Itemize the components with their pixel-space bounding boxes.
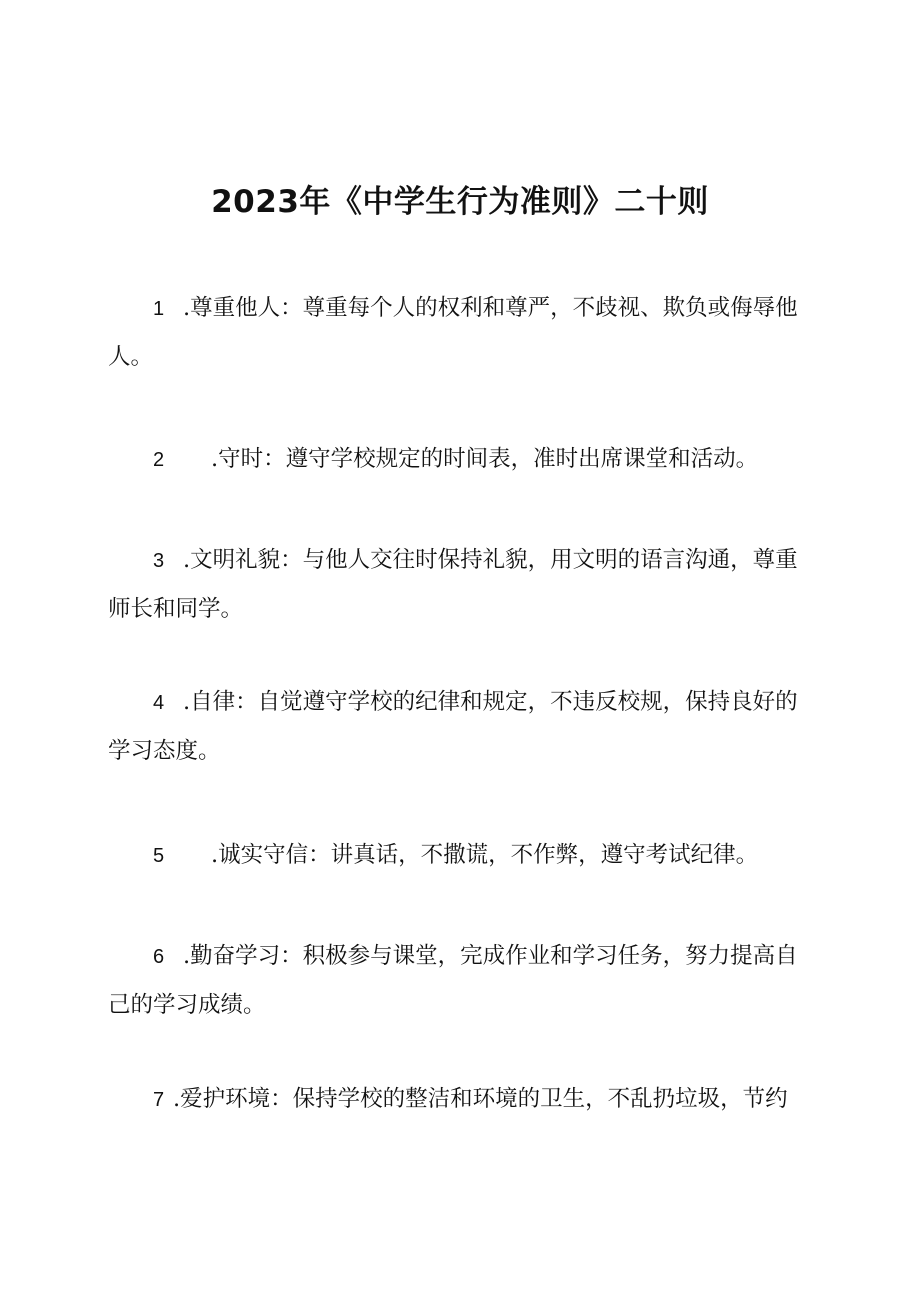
rule-item-5 (108, 831, 813, 880)
rule-item-1 (108, 284, 813, 381)
rule-text-continued: 己的学习成绩。 (108, 992, 266, 1018)
rule-heading: .尊重他人： (183, 295, 303, 321)
rule-heading: .勤奋学习： (183, 943, 303, 969)
rule-number: 3 (153, 550, 165, 572)
rule-number: 2 (153, 449, 165, 471)
rule-number: 5 (153, 845, 165, 867)
rule-text: 尊重每个人的权利和尊严，不歧视、欺负或侮辱他 (302, 295, 798, 321)
rule-text-continued: 人。 (108, 344, 154, 370)
rule-item-6 (108, 932, 813, 1029)
rule-text: 讲真话，不撒谎，不作弊，遵守考试纪律。 (330, 842, 759, 868)
rule-text: 保持学校的整洁和环境的卫生，不乱扔垃圾，节约 (292, 1086, 788, 1112)
rule-heading: .诚实守信： (211, 842, 331, 868)
rule-heading: .自律： (183, 689, 258, 715)
rule-number: 6 (153, 946, 165, 968)
rule-item-4 (108, 678, 813, 775)
rule-text: 与他人交往时保持礼貌，用文明的语言沟通，尊重 (302, 547, 798, 573)
rule-text: 遵守学校规定的时间表，准时出席课堂和活动。 (285, 446, 759, 472)
rule-text-continued: 学习态度。 (108, 738, 221, 764)
rule-text-continued: 师长和同学。 (108, 596, 244, 622)
rule-item-3 (108, 536, 813, 633)
rule-item-2 (108, 435, 813, 484)
rule-heading: .文明礼貌： (183, 547, 303, 573)
rule-text: 自觉遵守学校的纪律和规定，不违反校规，保持良好的 (257, 689, 798, 715)
rule-number: 1 (153, 298, 165, 320)
document-title: 2023年《中学生行为准则》二十则 (211, 184, 709, 220)
rule-number: 7 (153, 1089, 165, 1111)
rule-heading: .守时： (211, 446, 286, 472)
rule-number: 4 (153, 692, 165, 714)
rule-text: 积极参与课堂，完成作业和学习任务，努力提高自 (302, 943, 798, 969)
rule-item-7 (108, 1075, 813, 1124)
rule-heading: .爱护环境： (173, 1086, 293, 1112)
